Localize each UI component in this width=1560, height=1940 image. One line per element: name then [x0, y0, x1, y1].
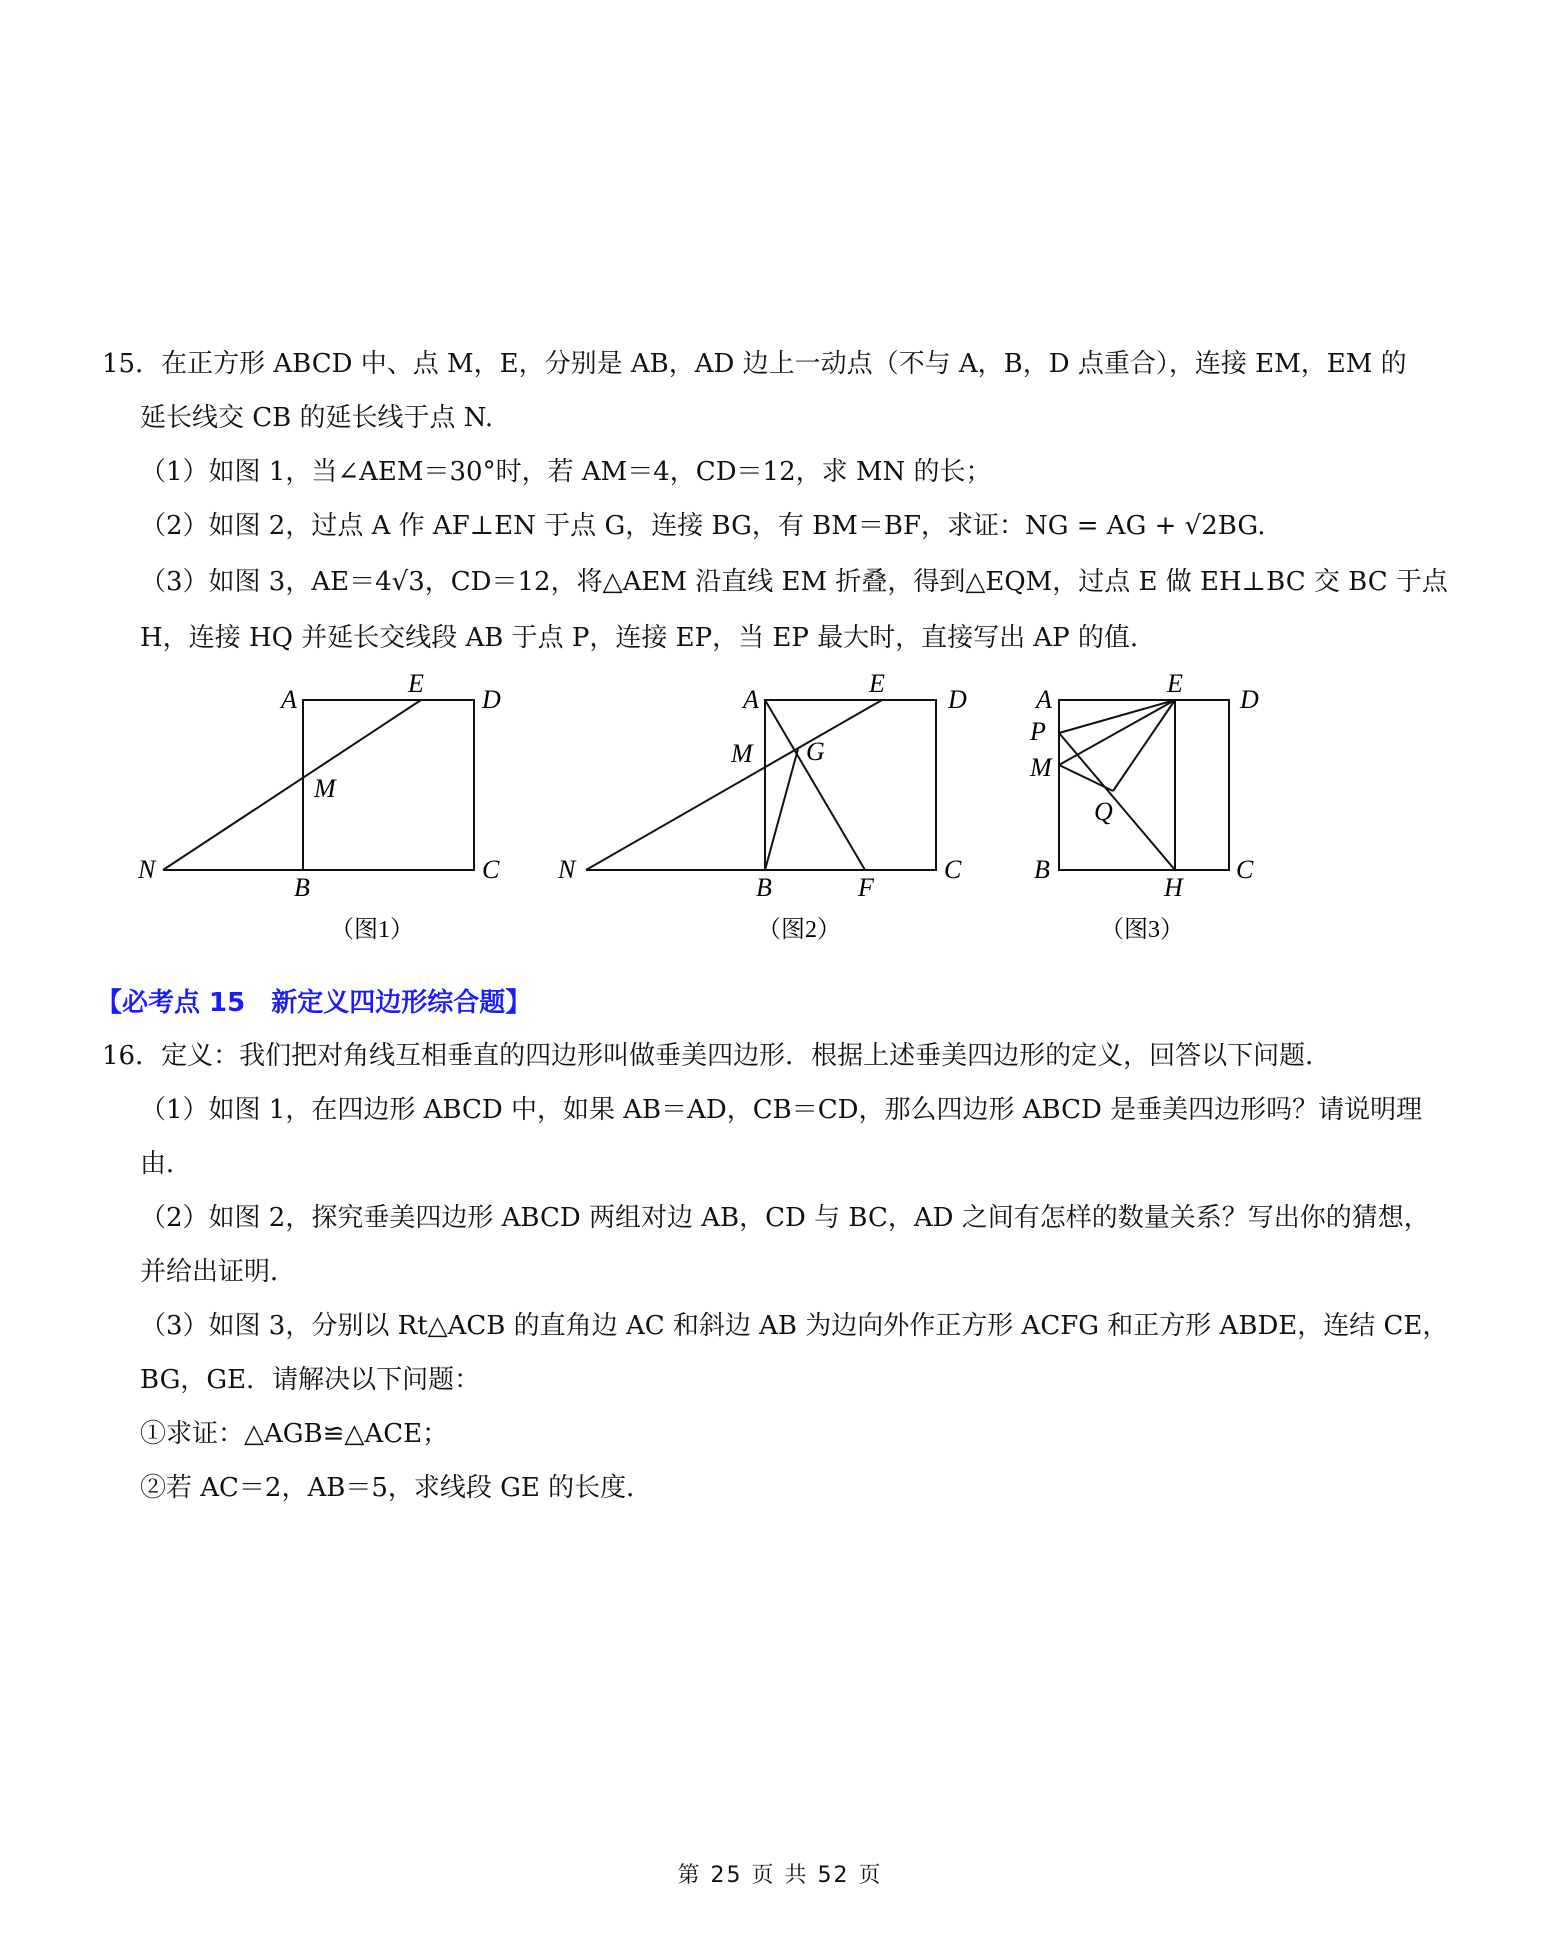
q16-part2-line2: 并给出证明．	[140, 1257, 297, 1287]
fig3-line-PE	[1059, 700, 1175, 733]
fig3-caption: （图3）	[1100, 917, 1184, 943]
q16-part2-line1: （2）如图 2，探究垂美四边形 ABCD 两组对边 AB，CD 与 BC，AD 之间有怎样的数量关系？写出你的猜想，	[140, 1203, 1430, 1233]
fig1-label-C: C	[482, 855, 500, 884]
fig3-label-E: E	[1167, 669, 1183, 698]
fig2-label-E: E	[869, 669, 885, 698]
section-heading: 【必考点 15 新定义四边形综合题】	[96, 988, 532, 1018]
fig3-label-H: H	[1164, 873, 1183, 902]
fig2-line-NE	[586, 700, 882, 870]
q16-part3-line2: BG，GE．请解决以下问题：	[140, 1365, 481, 1395]
q16-stem: 16．定义：我们把对角线互相垂直的四边形叫做垂美四边形．根据上述垂美四边形的定义，回答以下问题．	[102, 1041, 1332, 1071]
fig3-label-B: B	[1034, 855, 1050, 884]
fig1-label-D: D	[482, 685, 501, 714]
fig1-label-B: B	[294, 873, 310, 902]
fig3-line-QE	[1113, 700, 1175, 791]
fig3-line-PH	[1059, 733, 1175, 870]
fig1-label-N: N	[138, 855, 156, 884]
q16-part1-line2: 由．	[140, 1149, 193, 1179]
fig3-label-A: A	[1036, 685, 1052, 714]
fig2-label-M: M	[731, 739, 753, 768]
q15-stem-line2: 延长线交 CB 的延长线于点 N.	[140, 403, 494, 433]
q16-sub2: ②若 AC＝2，AB＝5，求线段 GE 的长度．	[140, 1473, 653, 1503]
q16-sub1: ①求证：△AGB≌△ACE；	[140, 1419, 449, 1449]
q15-figures	[0, 0, 1560, 960]
fig2-label-D: D	[948, 685, 967, 714]
fig1-label-M: M	[314, 774, 336, 803]
q15-part2: （2）如图 2，过点 A 作 AF⊥EN 于点 G，连接 BG，有 BM＝BF，求证：NG = AG + √2BG.	[140, 511, 1266, 541]
fig2-label-A: A	[743, 685, 759, 714]
fig1-line-NE	[163, 700, 421, 870]
fig2-label-N: N	[558, 855, 576, 884]
q16-part1-line1: （1）如图 1，在四边形 ABCD 中，如果 AB＝AD，CB＝CD，那么四边形 ABCD 是垂美四边形吗？请说明理	[140, 1095, 1423, 1125]
fig3-label-P: P	[1030, 717, 1046, 746]
fig2-label-B: B	[756, 873, 772, 902]
q15-stem-line1: 15．在正方形 ABCD 中、点 M，E，分别是 AB，AD 边上一动点（不与 A，B，D 点重合），连接 EM，EM 的	[102, 349, 1407, 379]
fig2-label-C: C	[944, 855, 962, 884]
fig1-label-E: E	[408, 669, 424, 698]
fig2-line-BG	[765, 749, 798, 870]
fig2-label-F: F	[858, 873, 874, 902]
q15-part1: （1）如图 1，当∠AEM＝30°时，若 AM＝4，CD＝12，求 MN 的长；	[140, 457, 992, 487]
page-footer: 第 25 页 共 52 页	[677, 1863, 883, 1888]
fig3-label-M: M	[1030, 753, 1052, 782]
fig1-label-A: A	[281, 685, 297, 714]
fig3-label-D: D	[1240, 685, 1259, 714]
fig2-caption: （图2）	[757, 917, 841, 943]
fig3-label-C: C	[1236, 855, 1254, 884]
q16-part3-line1: （3）如图 3，分别以 Rt△ACB 的直角边 AC 和斜边 AB 为边向外作正方形 ACFG 和正方形 ABDE，连结 CE，	[140, 1311, 1449, 1341]
fig1-caption: （图1）	[330, 917, 414, 943]
fig3-label-Q: Q	[1094, 797, 1113, 826]
fig2-line-AF	[765, 700, 865, 870]
fig2-label-G: G	[806, 737, 825, 766]
q15-part3-line1: （3）如图 3，AE＝4√3，CD＝12，将△AEM 沿直线 EM 折叠，得到△EQM，过点 E 做 EH⊥BC 交 BC 于点	[140, 567, 1448, 597]
fig3-line-ME	[1059, 700, 1175, 765]
q15-part3-line2: H，连接 HQ 并延长交线段 AB 于点 P，连接 EP，当 EP 最大时，直接写出 AP 的值.	[140, 623, 1139, 653]
